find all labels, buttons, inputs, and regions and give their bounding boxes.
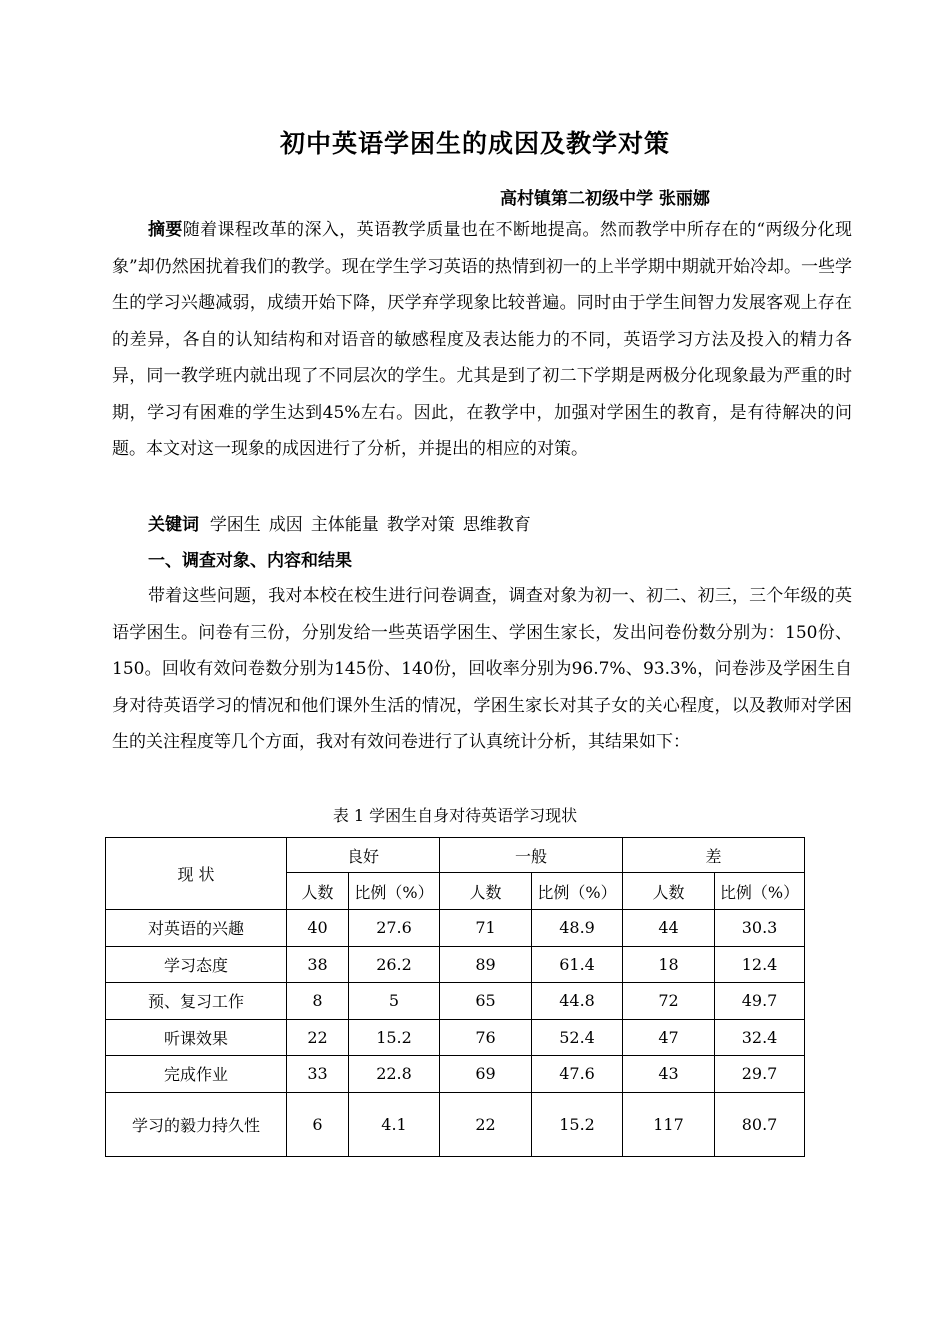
table-cell: 8 <box>287 983 349 1020</box>
table-cell: 44 <box>623 910 715 947</box>
author-line: 高村镇第二初级中学 张丽娜 <box>500 189 710 209</box>
table-cell: 40 <box>287 910 349 947</box>
abstract-paragraph <box>112 212 852 468</box>
table-cell: 5 <box>349 983 440 1020</box>
table-cell: 18 <box>623 946 715 983</box>
table-cell: 27.6 <box>349 910 440 947</box>
table-cell: 22.8 <box>349 1056 440 1093</box>
table-cell: 32.4 <box>715 1019 805 1056</box>
sub-header: 比例（%） <box>349 873 440 910</box>
table-cell: 71 <box>440 910 532 947</box>
table-cell: 65 <box>440 983 532 1020</box>
table-cell: 49.7 <box>715 983 805 1020</box>
row-label: 学习态度 <box>106 946 287 983</box>
row-label: 预、复习工作 <box>106 983 287 1020</box>
table-cell: 22 <box>440 1092 532 1156</box>
keyword-item: 学困生 <box>209 515 261 535</box>
row-label: 对英语的兴趣 <box>106 910 287 947</box>
table-cell: 76 <box>440 1019 532 1056</box>
group-header: 良好 <box>287 838 440 873</box>
survey-paragraph: 带着这些问题，我对本校在校生进行问卷调查，调查对象为初一、初二、初三，三个年级的英语学困生。问卷有三份，分别发给一些英语学困生、学困生家长，发出问卷份数分别为：150份、150。回收有效问卷数分别为145份、140份，回收率分别为96.7%、93.3%，问卷涉及学困生自身对待英语学习的情况和他们课外生活的情况，学困生家长对其子女的关心程度，以及教师对学困生的关注程度等几个方面，我对有效问卷进行了认真统计分析，其结果如下： <box>112 586 852 752</box>
table-cell: 89 <box>440 946 532 983</box>
table-row <box>106 946 805 983</box>
keywords-label: 关键词 <box>148 515 199 535</box>
page-title: 初中英语学困生的成因及教学对策 <box>279 129 670 158</box>
row-label: 完成作业 <box>106 1056 287 1093</box>
sub-header: 人数 <box>623 873 715 910</box>
table-cell: 30.3 <box>715 910 805 947</box>
keyword-item: 主体能量 <box>310 515 379 535</box>
keywords-line <box>112 507 852 544</box>
table-cell: 43 <box>623 1056 715 1093</box>
sub-header: 人数 <box>287 873 349 910</box>
table-cell: 15.2 <box>532 1092 623 1156</box>
table-row <box>106 1092 805 1156</box>
table-cell: 72 <box>623 983 715 1020</box>
table-header-row <box>106 838 805 873</box>
corner-header: 现 状 <box>106 838 287 910</box>
table-cell: 117 <box>623 1092 715 1156</box>
table-cell: 61.4 <box>532 946 623 983</box>
table-row <box>106 910 805 947</box>
sub-header: 比例（%） <box>532 873 623 910</box>
abstract-label: 摘要 <box>148 220 183 240</box>
sub-header: 人数 <box>440 873 532 910</box>
table-row <box>106 983 805 1020</box>
group-header: 差 <box>623 838 805 873</box>
keyword-item: 思维教育 <box>462 515 531 535</box>
table-cell: 38 <box>287 946 349 983</box>
sub-header: 比例（%） <box>715 873 805 910</box>
table-row <box>106 1056 805 1093</box>
table-cell: 52.4 <box>532 1019 623 1056</box>
table-cell: 47 <box>623 1019 715 1056</box>
keyword-item: 教学对策 <box>386 515 455 535</box>
table-cell: 26.2 <box>349 946 440 983</box>
survey-table <box>105 837 805 1157</box>
table-cell: 44.8 <box>532 983 623 1020</box>
table-row <box>106 1019 805 1056</box>
table-cell: 33 <box>287 1056 349 1093</box>
table-cell: 22 <box>287 1019 349 1056</box>
group-header: 一般 <box>440 838 623 873</box>
table-cell: 48.9 <box>532 910 623 947</box>
keyword-item: 成因 <box>268 515 303 535</box>
row-label: 听课效果 <box>106 1019 287 1056</box>
table-caption: 表 1 学困生自身对待英语学习现状 <box>332 806 578 825</box>
table-cell: 69 <box>440 1056 532 1093</box>
table-cell: 80.7 <box>715 1092 805 1156</box>
table-cell: 4.1 <box>349 1092 440 1156</box>
table-cell: 29.7 <box>715 1056 805 1093</box>
table-cell: 6 <box>287 1092 349 1156</box>
table-cell: 47.6 <box>532 1056 623 1093</box>
table-cell: 12.4 <box>715 946 805 983</box>
abstract-text: 随着课程改革的深入，英语教学质量也在不断地提高。然而教学中所存在的“两级分化现象”却仍然困扰着我们的教学。现在学生学习英语的热情到初一的上半学期中期就开始冷却。一些学生的学习兴趣减弱，成绩开始下降，厌学弃学现象比较普遍。同时由于学生间智力发展客观上存在的差异，各自的认知结构和对语音的敏感程度及表达能力的不同，英语学习方法及投入的精力各异，同一教学班内就出现了不同层次的学生。尤其是到了初二下学期是两极分化现象最为严重的时期，学习有困难的学生达到45%左右。因此，在教学中，加强对学困生的教育，是有待解决的问题。本文对这一现象的成因进行了分析，并提出的相应的对策。 <box>112 220 852 459</box>
section-heading-line <box>112 543 852 580</box>
section-heading: 一、调查对象、内容和结果 <box>148 551 352 571</box>
row-label: 学习的毅力持久性 <box>106 1092 287 1156</box>
table-cell: 15.2 <box>349 1019 440 1056</box>
